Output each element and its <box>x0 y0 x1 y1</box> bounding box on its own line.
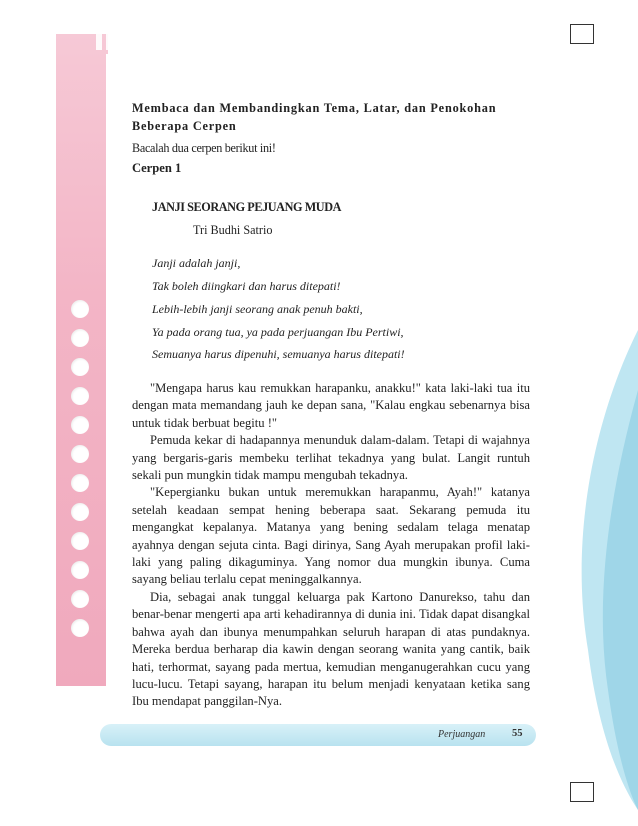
corner-crop-mark <box>570 24 594 44</box>
decorative-top-band <box>96 34 566 50</box>
paragraph: Dia, sebagai anak tunggal keluarga pak Kartono Danurekso, tahu dan benar-benar mengerti apa arti kehadirannya di dunia ini. Tidak dapat disangkal bahwa ayah dan ibunya menumpahkan seluruh harapan di atas pundaknya. Mereka berdua berharap dia kawin dengan seorang wanita yang cantik, baik hati, terhormat, sayang pada mertua, kemudian menganugerahkan cucu yang lucu-lucu. Tetapi sayang, harapan itu belum menjadi kenyataan ketika sang Ibu mendapat panggilan-Nya. <box>132 589 530 709</box>
paragraph: "Kepergianku bukan untuk meremukkan harapanmu, Ayah!" katanya setelah keadaan sempat hening beberapa saat. Sekarang pemuda itu mengangkat kepalanya. Matanya yang bening sedalam telaga menatap ayahnya dengan sejuta cinta. Bagi dirinya, Sang Ayah merupakan profil laki-laki yang paling dikaguminya. Yang nomor dua mungkin ibunya. Cuma sayang beliau terlalu cepat meninggalkannya. <box>132 485 530 587</box>
binder-ring-icon <box>71 329 89 347</box>
binder-ring-icon <box>71 474 89 492</box>
decorative-wave <box>538 330 638 810</box>
poem-line: Lebih-lebih janji seorang anak penuh bakti, <box>152 302 363 316</box>
binder-ring-icon <box>71 387 89 405</box>
binder-ring-icon <box>71 561 89 579</box>
section-heading-line2: Beberapa Cerpen <box>132 119 237 133</box>
section-heading-line1: Membaca dan Membandingkan Tema, Latar, dan Penokohan <box>132 101 497 115</box>
story-author: Tri Budhi Satrio <box>193 223 273 237</box>
instruction-text: Bacalah dua cerpen berikut ini! <box>132 141 276 155</box>
poem-line: Tak boleh diingkari dan harus ditepati! <box>152 279 341 293</box>
binder-ring-icon <box>71 619 89 637</box>
story-title: JANJI SEORANG PEJUANG MUDA <box>152 200 342 214</box>
story-body <box>132 380 530 711</box>
binder-ring-icon <box>71 300 89 318</box>
binder-ring-icon <box>71 503 89 521</box>
poem-line: Janji adalah janji, <box>152 256 241 270</box>
page-number: 55 <box>512 728 523 739</box>
corner-crop-mark <box>570 782 594 802</box>
binder-ring-icon <box>71 590 89 608</box>
binder-ring-icon <box>71 532 89 550</box>
poem-line: Semuanya harus dipenuhi, semuanya harus ditepati! <box>152 347 405 361</box>
footer-chapter-label: Perjuangan <box>438 729 486 740</box>
section-label: Cerpen 1 <box>132 161 182 175</box>
binder-ring-icon <box>71 445 89 463</box>
paragraph: Pemuda kekar di hadapannya menunduk dalam-dalam. Tetapi di wajahnya yang bergaris-garis membeku terlihat tekadnya yang bulat. Langit runtuh sekali pun mungkin tidak mampu mengubah tekadnya. <box>132 433 530 483</box>
binder-rings <box>63 300 99 648</box>
binder-ring-icon <box>71 358 89 376</box>
binder-ring-icon <box>71 416 89 434</box>
paragraph: "Mengapa harus kau remukkan harapanku, anakku!" kata laki-laki tua itu dengan mata memandang jauh ke depan sana, "Kalau engkau sebenarnya bisa untuk tidak berbuat begitu !" <box>132 381 530 430</box>
poem-line: Ya pada orang tua, ya pada perjuangan Ibu Pertiwi, <box>152 325 404 339</box>
